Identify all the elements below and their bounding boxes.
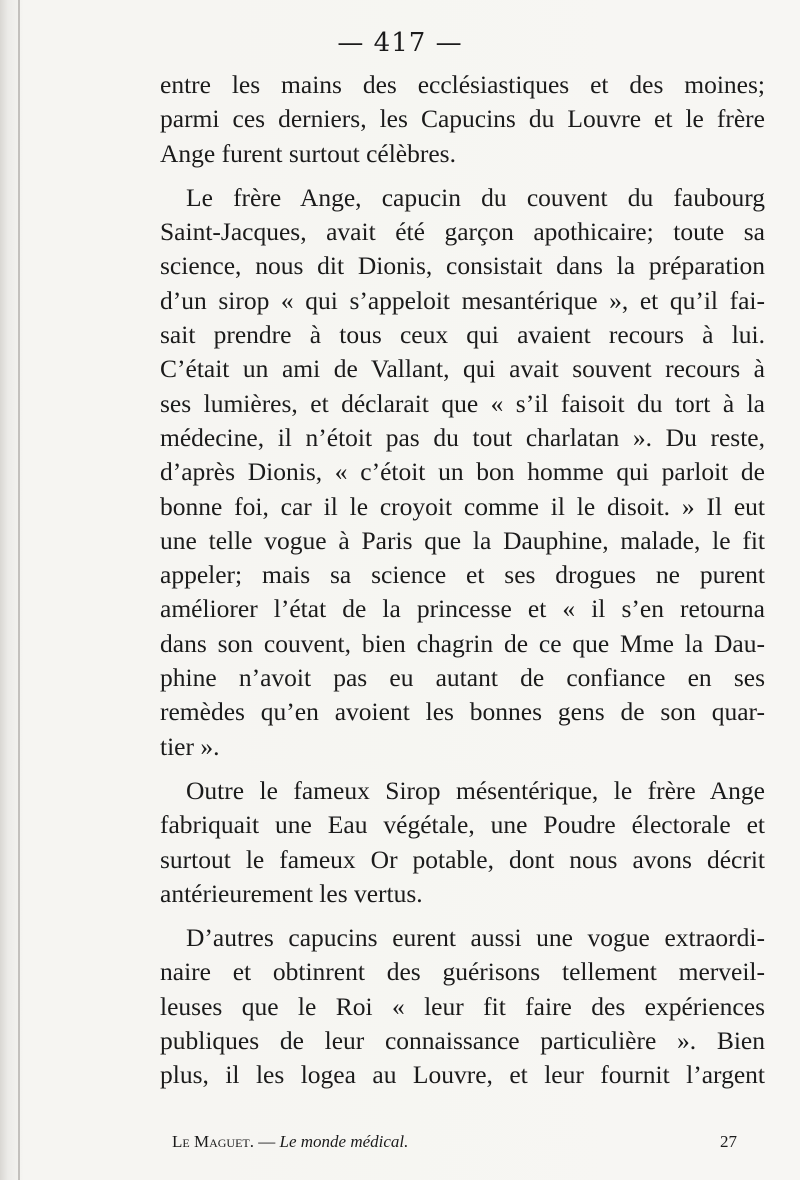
- text-line: remèdes qu’en avoient les bonnes gens de son quar-: [160, 697, 765, 727]
- text-line: publiques de leur connaissance particulière ». Bien: [160, 1026, 765, 1056]
- footer-signature: 27: [720, 1132, 737, 1151]
- footer-citation: [172, 1132, 408, 1152]
- text-line: leuses que le Roi « leur fit faire des expériences: [160, 991, 765, 1021]
- text-line: entre les mains des ecclésiastiques et des moines;: [160, 70, 765, 99]
- paragraph: [160, 921, 765, 1092]
- text-line: médecine, il n’étoit pas du tout charlatan ». Du reste,: [160, 422, 765, 452]
- text-line: bonne foi, car il le croyoit comme il le disoit. » Il eut: [160, 491, 765, 521]
- footer-title: Le monde médical.: [279, 1132, 409, 1151]
- text-line: ses lumières, et déclarait que « s’il faisoit du tort à la: [160, 388, 765, 418]
- body-text: [160, 68, 765, 1093]
- text-line: parmi ces derniers, les Capucins du Louvre et le frère: [160, 104, 765, 134]
- text-line: améliorer l’état de la princesse et « il s’en retourna: [160, 594, 765, 624]
- paragraph: [160, 68, 765, 171]
- text-line: Saint-Jacques, avait été garçon apothicaire; toute sa: [160, 217, 765, 247]
- text-line: Outre le fameux Sirop mésentérique, le frère Ange: [186, 775, 765, 805]
- page-number: — 417 —: [337, 28, 463, 58]
- text-line: dans son couvent, bien chagrin de ce que Mme la Dau-: [160, 628, 765, 658]
- text-line: science, nous dit Dionis, consistait dans la préparation: [160, 251, 765, 281]
- paragraph: [160, 774, 765, 911]
- text-line: d’après Dionis, « c’étoit un bon homme qui parloit de: [160, 457, 765, 487]
- text-line: antérieurement les vertus.: [160, 878, 423, 908]
- text-line: appeler; mais sa science et ses drogues ne purent: [160, 560, 765, 590]
- text-line: plus, il les logea au Louvre, et leur fournit l’argent: [160, 1060, 765, 1090]
- text-line: phine n’avoit pas eu autant de confiance en ses: [160, 663, 765, 693]
- footer-separator: —: [254, 1132, 280, 1151]
- text-line: une telle vogue à Paris que la Dauphine, malade, le fit: [160, 525, 765, 555]
- text-line: tier ».: [160, 731, 220, 761]
- text-line: naire et obtinrent des guérisons tellement merveil-: [160, 957, 765, 987]
- text-line: C’était un ami de Vallant, qui avait souvent recours à: [160, 354, 765, 384]
- text-line: Ange furent surtout célèbres.: [160, 138, 456, 168]
- paragraph: [160, 181, 765, 764]
- text-line: Le frère Ange, capucin du couvent du faubourg: [186, 182, 765, 212]
- page-spine-shadow: [18, 0, 20, 1180]
- footer-author: Le Maguet.: [172, 1132, 254, 1151]
- text-line: sait prendre à tous ceux qui avaient recours à lui.: [160, 320, 765, 350]
- text-line: D’autres capucins eurent aussi une vogue extraordi-: [186, 923, 765, 953]
- text-line: fabriquait une Eau végétale, une Poudre électorale et: [160, 810, 765, 840]
- text-line: surtout le fameux Or potable, dont nous avons décrit: [160, 844, 765, 874]
- text-line: d’un sirop « qui s’appeloit mesantérique », et qu’il fai-: [160, 285, 765, 315]
